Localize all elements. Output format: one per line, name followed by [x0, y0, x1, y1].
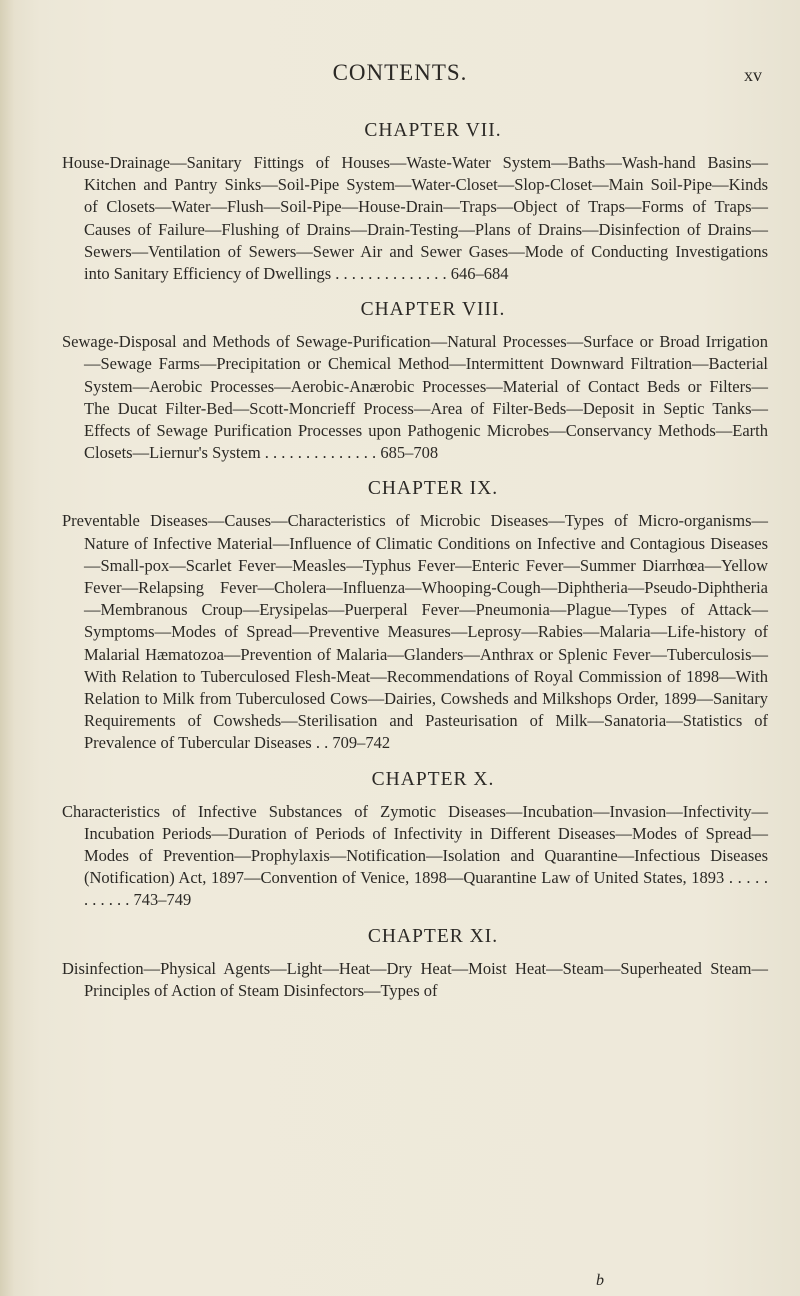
chapter-summary — [62, 510, 768, 754]
chapter-entry — [62, 120, 768, 285]
contents-list — [62, 120, 768, 1016]
chapter-entry — [62, 478, 768, 754]
chapter-title: CHAPTER IX. — [367, 478, 499, 500]
page-range: 709–742 — [332, 733, 391, 753]
chapter-title: CHAPTER VIII. — [360, 299, 506, 321]
chapter-summary — [62, 331, 768, 464]
chapter-summary-text: Preventable Diseases—Causes—Characteristics of Microbic Diseases—Types of Micro-organisms—Nature of Infective Material—Influence of Climatic Conditions on Infective and Contagious Diseases—Small-pox—Scarlet Fever—Measles—Typhus Fever—Enteric Fever—Summer Diarrhœa—Yellow Fever—Relapsing Fever—Cholera—Influenza—Whooping-Cough—Diphtheria—Pseudo-Diphtheria—Membranous Croup—Erysipelas—Puerperal Fever—Pneumonia—Plague—Types of Attack—Symptoms—Modes of Spread—Preventive Measures—Leprosy—Rabies—Malaria—Life-history of Malarial Hæmatozoa—Prevention of Malaria—Glanders—Anthrax or Splenic Fever—Tuberculosis—With Relation to Tuberculosed Flesh-Meat—Recommendations of Royal Commission of 1898—With Relation to Milk from Tuberculosed Cows—Dairies, Cowsheds and Milkshops Order, 1899—Sanitary Requirements of Cowsheds—Sterilisation and Pasteurisation of Milk—Sanatoria—Statistics of Prevalence of Tubercular Diseases . . — [62, 511, 768, 753]
chapter-summary-text: Sewage-Disposal and Methods of Sewage-Purification—Natural Processes—Surface or Broad Irrigation—Sewage Farms—Precipitation or Chemical Method—Intermittent Downward Filtration—Bacterial System—Aerobic Processes—Aerobic-Anærobic Processes—Material of Contact Beds or Filters—The Ducat Filter-Bed—Scott-Moncrieff Process—Area of Filter-Beds—Deposit in Septic Tanks—Effects of Sewage Purification Processes upon Pathogenic Microbes—Conservancy Methods—Earth Closets—Liernur's System . . . . . . . . . . . . . . — [62, 332, 768, 463]
page-range: 685–708 — [380, 443, 439, 463]
running-title: CONTENTS. — [332, 60, 468, 85]
chapter-summary — [62, 958, 768, 1002]
chapter-summary — [62, 801, 768, 912]
signature-mark: b — [596, 1272, 604, 1289]
chapter-summary-text: House-Drainage—Sanitary Fittings of Houses—Waste-Water System—Baths—Wash-hand Basins—Kitchen and Pantry Sinks—Soil-Pipe System—Water-Closet—Slop-Closet—Main Soil-Pipe—Kinds of Closets—Water—Flush—Soil-Pipe—House-Drain—Traps—Object of Traps—Forms of Traps—Causes of Failure—Flushing of Drains—Drain-Testing—Plans of Drains—Disinfection of Drains—Sewers—Ventilation of Sewers—Sewer Air and Sewer Gases—Mode of Conducting Investigations into Sanitary Efficiency of Dwellings . . . . . . . . . . . . . . — [62, 153, 768, 284]
chapter-title: CHAPTER X. — [371, 768, 495, 790]
page-number: xv — [744, 65, 762, 85]
page-range: 646–684 — [450, 264, 509, 284]
chapter-summary-text: Disinfection—Physical Agents—Light—Heat—Dry Heat—Moist Heat—Steam—Superheated Steam—Principles of Action of Steam Disinfectors—Types of — [62, 958, 768, 1000]
chapter-entry — [62, 926, 768, 1002]
running-head — [0, 60, 800, 88]
chapter-title: CHAPTER XI. — [367, 925, 499, 947]
chapter-entry — [62, 769, 768, 912]
page-gutter — [0, 0, 14, 1296]
page-range: 743–749 — [133, 890, 192, 910]
chapter-summary — [62, 152, 768, 285]
chapter-entry — [62, 299, 768, 464]
chapter-title: CHAPTER VII. — [364, 120, 502, 141]
chapter-summary-text: Characteristics of Infective Substances of Zymotic Diseases—Incubation—Invasion—Infectivity—Incubation Periods—Duration of Periods of Infectivity in Different Diseases—Modes of Spread—Modes of Prevention—Prophylaxis—Notification—Isolation and Quarantine—Infectious Diseases (Notification) Act, 1897—Convention of Venice, 1898—Quarantine Law of United States, 1893 . . . . . . . . . . . — [62, 801, 768, 910]
